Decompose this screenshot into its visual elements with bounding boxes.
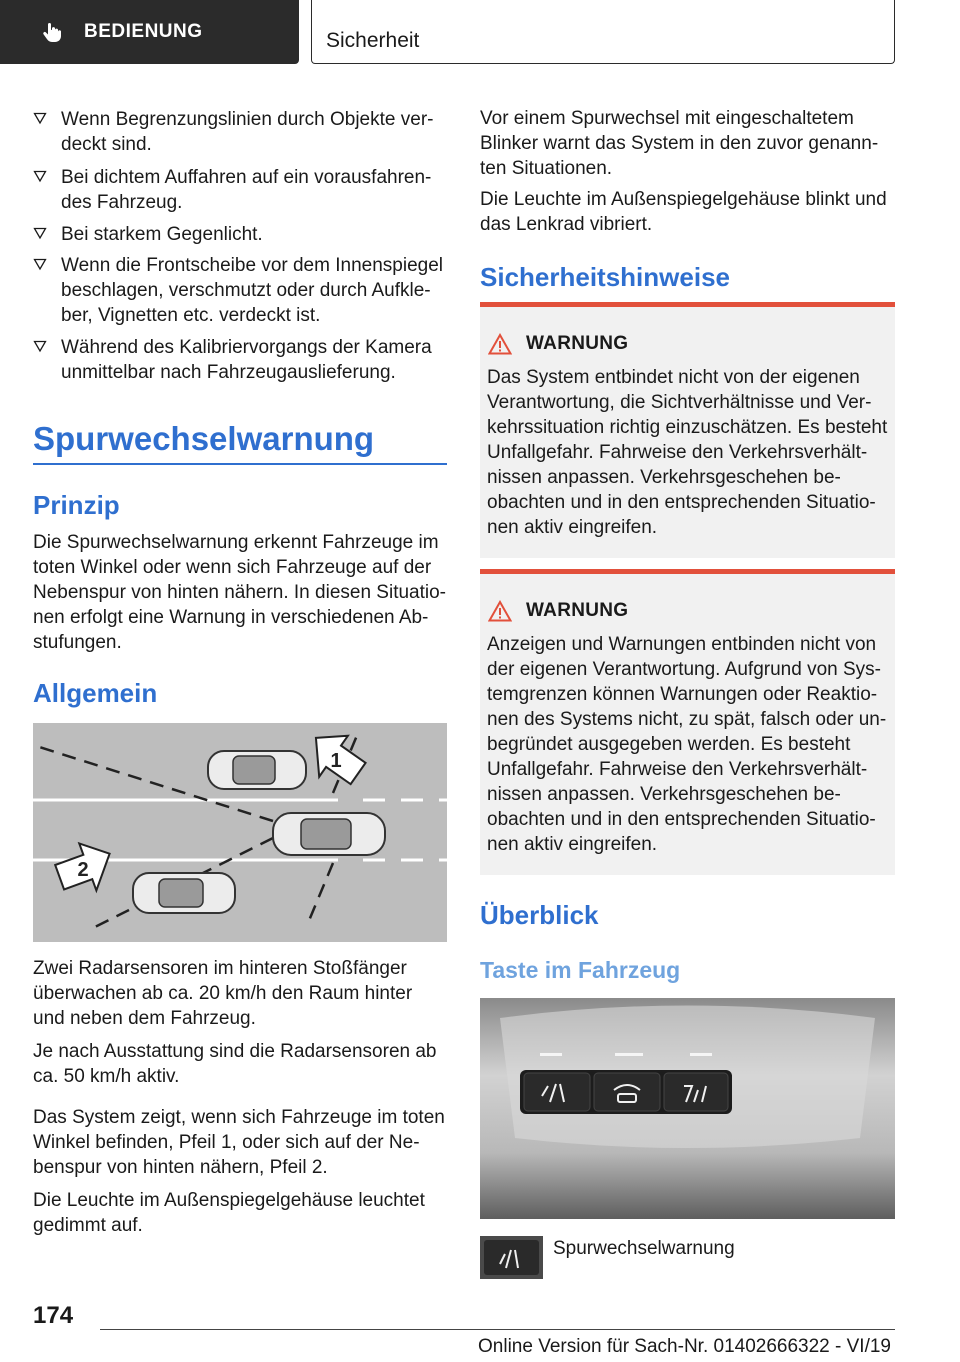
legend-label: Spurwechselwarnung	[553, 1238, 735, 1259]
triangle-bullet-icon	[33, 257, 47, 271]
triangle-bullet-icon	[33, 169, 47, 183]
vehicle-button-photo	[480, 998, 895, 1219]
list-item	[33, 335, 445, 385]
car-shape	[208, 751, 306, 789]
list-item-text: Wenn die Frontscheibe vor dem Innenspiegel beschlagen, verschmutzt oder durch Aufkle- ber, Vignetten etc. verdeckt ist.	[61, 255, 443, 326]
list-item-text: Während des Kalibriervorgangs der Kamera unmittelbar nach Fahrzeugauslieferung.	[61, 337, 432, 383]
warning-box	[480, 302, 895, 558]
warning-triangle-icon	[488, 600, 512, 622]
prinzip-heading: Prinzip	[33, 490, 120, 520]
footer-divider	[100, 1329, 895, 1330]
overview-heading: Überblick	[480, 900, 599, 930]
warning-text: Das System entbindet nicht von der eigenen Verantwortung, die Sichtverhältnisse und Ver- kehrssituation richtig einzuschätzen. Es besteht Unfallgefahr. Fahrweise den Verkehrsverhält- nissen anpassen. Verkehrsgeschehen be- obachten und in den entsprechenden Situatio- nen aktiv eingreifen.	[487, 367, 888, 538]
prinzip-text: Die Spurwechselwarnung erkennt Fahrzeuge im toten Winkel oder wenn sich Fahrzeuge auf der Nebenspur von hinten nähern. In diesen Situatio- nen erfolgt eine Warnung in verschiedenen Ab- stufungen.	[33, 532, 446, 653]
paragraph: Zwei Radarsensoren im hinteren Stoßfänger überwachen ab ca. 20 km/h den Raum hinter und neben dem Fahrzeug.	[33, 958, 413, 1029]
triangle-bullet-icon	[33, 226, 47, 240]
warning-header	[488, 600, 628, 622]
warning-box	[480, 569, 895, 875]
section-tab-label: BEDIENUNG	[84, 21, 203, 42]
safety-heading: Sicherheitshinweise	[480, 262, 730, 292]
button-heading: Taste im Fahrzeug	[480, 957, 681, 983]
warning-title: WARNUNG	[526, 333, 629, 354]
list-item	[33, 165, 445, 215]
chapter-header	[311, 0, 895, 64]
paragraph: Vor einem Spurwechsel mit eingeschaltetem Blinker warnt das System in den zuvor genann- ten Situationen.	[480, 108, 879, 179]
paragraph: Das System zeigt, wenn sich Fahrzeuge im toten Winkel befinden, Pfeil 1, oder sich auf der Ne- benspur von hinten nähern, Pfeil 2.	[33, 1107, 445, 1178]
lane-change-diagram	[33, 723, 447, 942]
paragraph: Je nach Ausstattung sind die Radarsensoren ab ca. 50 km/h aktiv.	[33, 1041, 437, 1087]
car-shape	[273, 813, 385, 855]
heading-rule	[33, 463, 447, 465]
list-item	[33, 107, 445, 157]
lane-departure-button[interactable]	[664, 1073, 728, 1111]
lane-change-warning-button[interactable]	[524, 1073, 590, 1111]
list-item	[33, 222, 445, 247]
collision-warning-button[interactable]	[594, 1073, 660, 1111]
triangle-bullet-icon	[33, 339, 47, 353]
main-heading: Spurwechselwarnung	[33, 420, 375, 457]
triangle-bullet-icon	[33, 111, 47, 125]
lane-change-button-thumbnail	[480, 1236, 543, 1279]
warning-title: WARNUNG	[526, 600, 629, 621]
paragraph: Die Leuchte im Außenspiegelgehäuse leuchtet gedimmt auf.	[33, 1190, 425, 1236]
arrow-2-label: 2	[77, 859, 89, 881]
chapter-title: Sicherheit	[326, 29, 420, 52]
allgemein-heading: Allgemein	[33, 678, 158, 708]
online-version-text: Online Version für Sach-Nr. 01402666322 - VI/19	[478, 1336, 891, 1357]
list-item	[33, 253, 445, 328]
warning-header	[488, 333, 628, 355]
list-item-text: Bei dichtem Auffahren auf ein vorausfahren- des Fahrzeug.	[61, 167, 432, 213]
list-item-text: Wenn Begrenzungslinien durch Objekte ver- deckt sind.	[61, 109, 434, 155]
car-shape	[133, 873, 235, 913]
paragraph: Die Leuchte im Außenspiegelgehäuse blinkt und das Lenkrad vibriert.	[480, 189, 887, 235]
warning-text: Anzeigen und Warnungen entbinden nicht von der eigenen Verantwortung. Aufgrund von Sys- temgrenzen können Warnungen oder Reaktio- nen des Systems nicht, zu spät, falsch oder un- begründet ausgegeben werden. Es besteht Unfallgefahr. Fahrweise den Verkehrsverhält- nissen anpassen. Verkehrsgeschehen be- obachten und in den entsprechenden Situatio- nen aktiv eingreifen.	[487, 634, 887, 855]
arrow-1-label: 1	[330, 750, 342, 772]
hand-pointer-icon	[40, 20, 64, 44]
warning-triangle-icon	[488, 333, 512, 355]
list-item-text: Bei starkem Gegenlicht.	[61, 224, 263, 245]
section-tab[interactable]	[0, 0, 299, 64]
page-number: 174	[33, 1302, 74, 1329]
